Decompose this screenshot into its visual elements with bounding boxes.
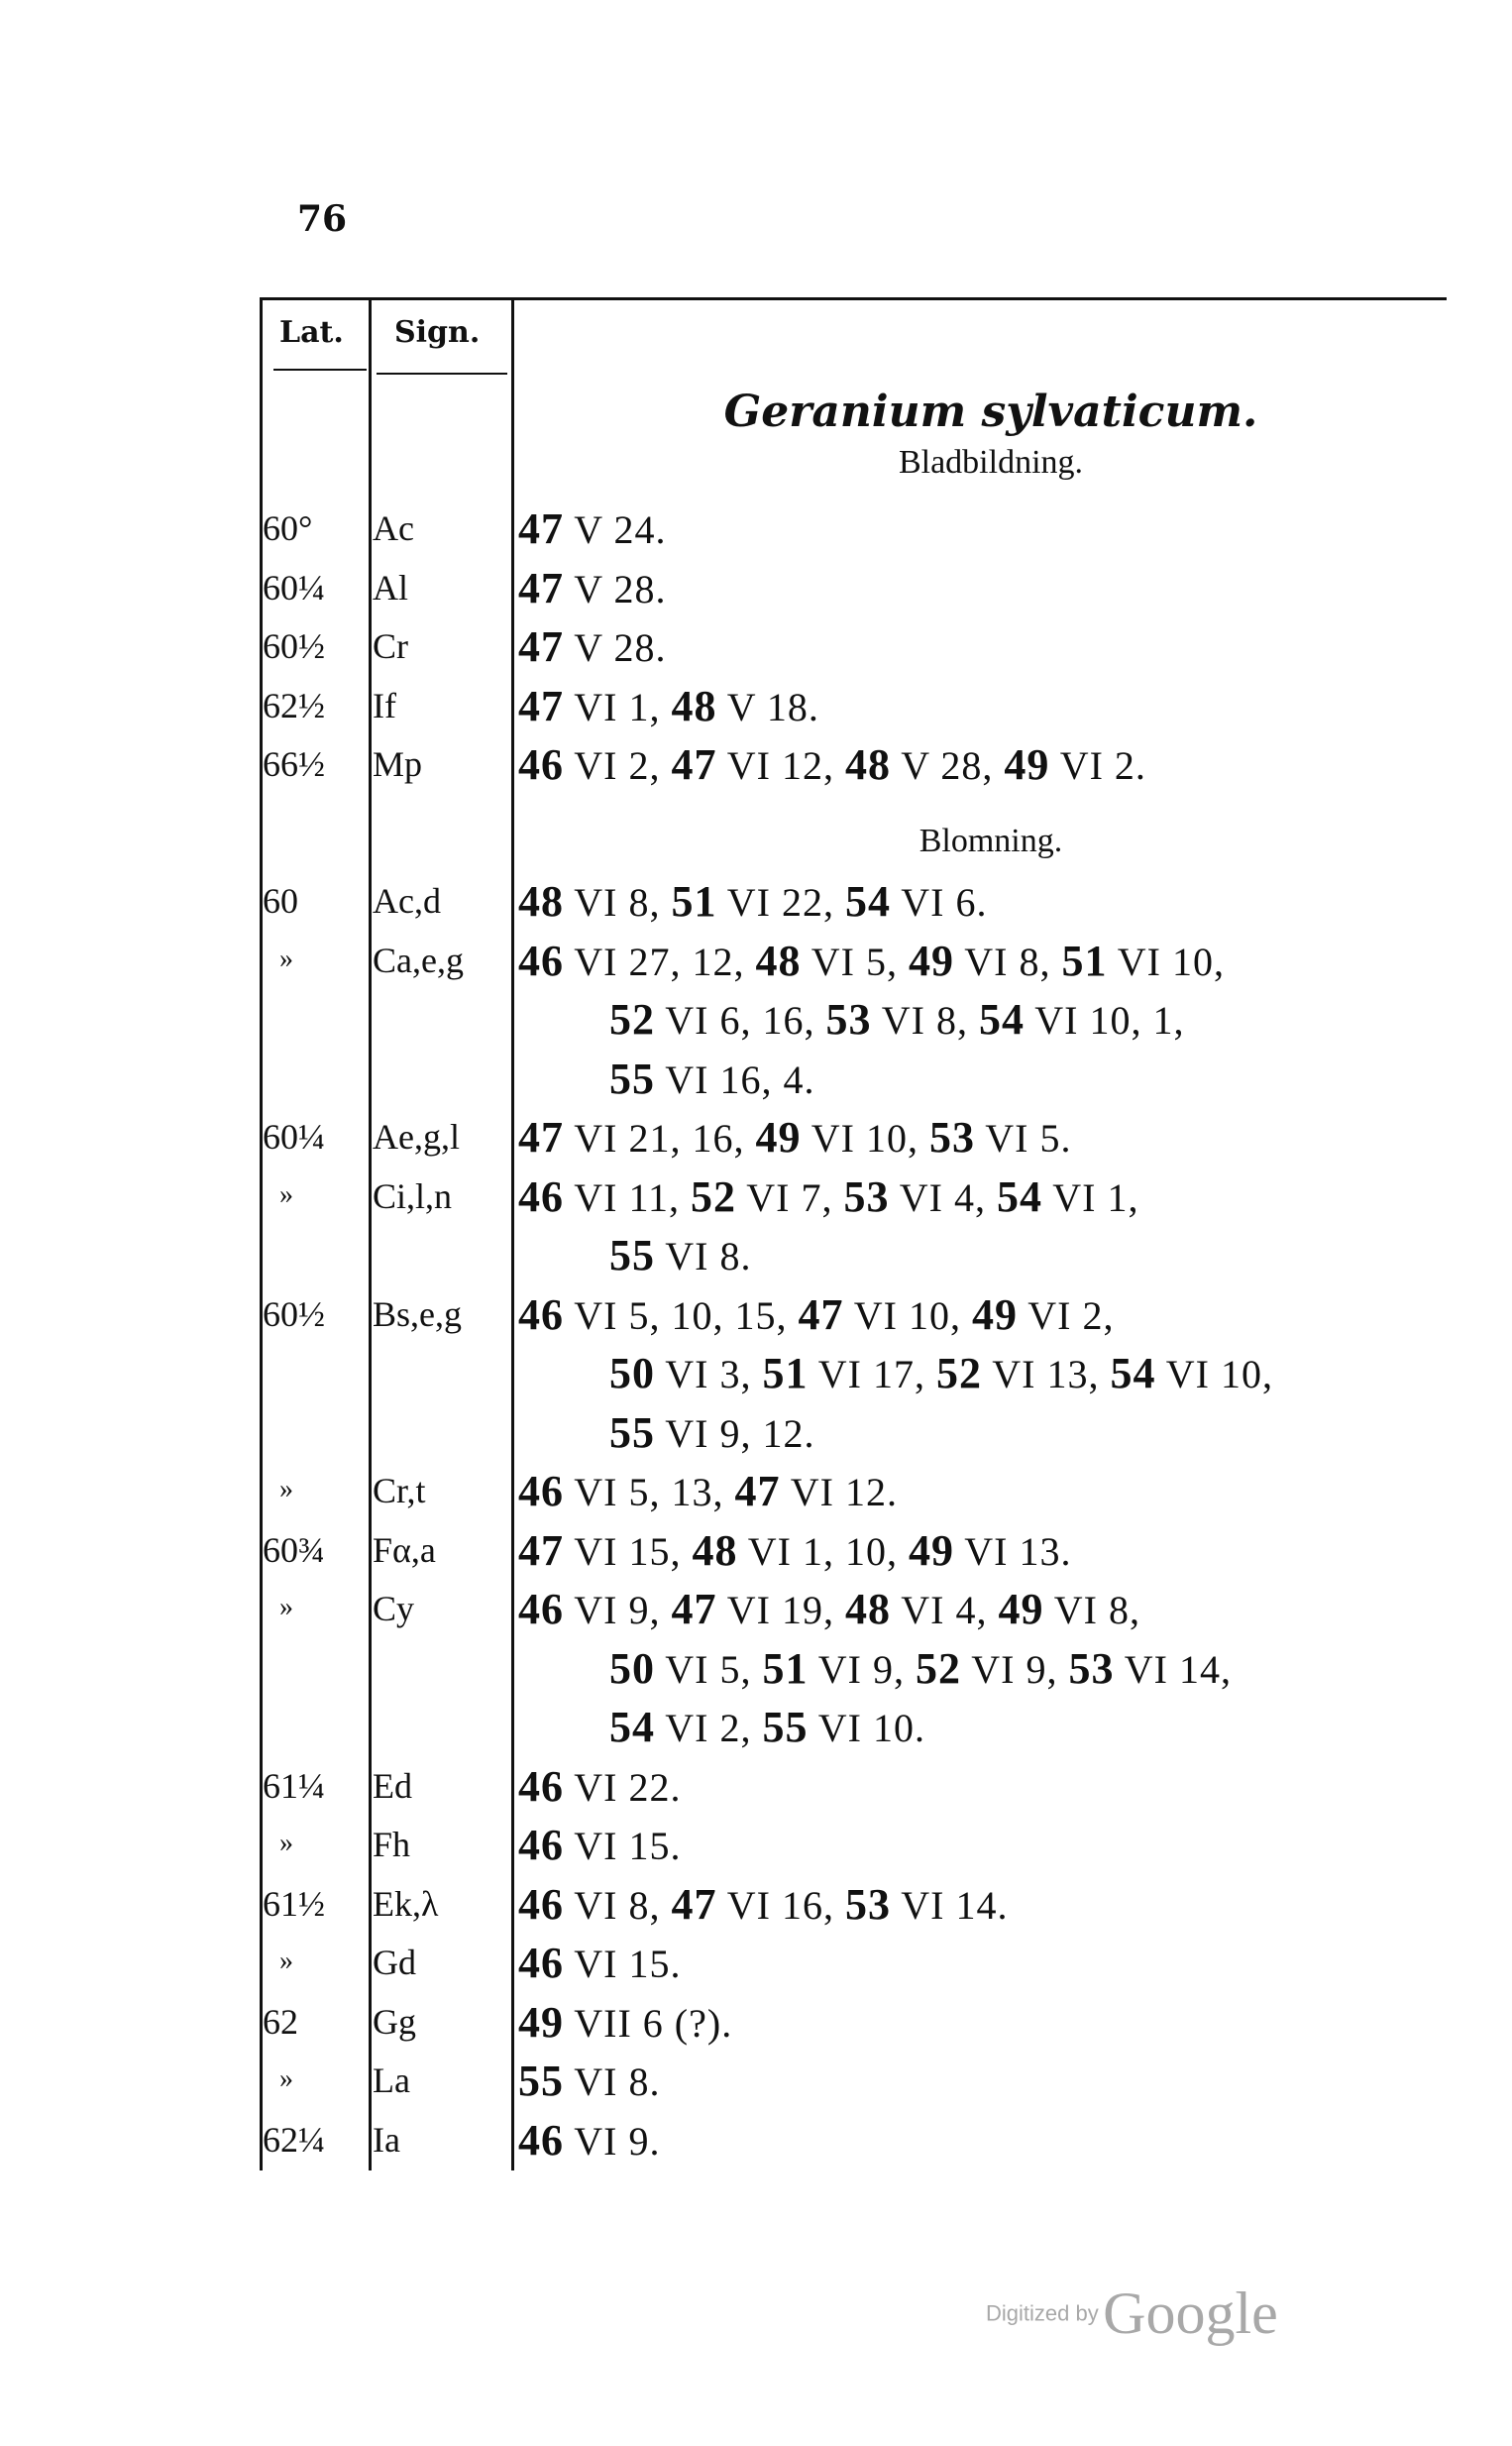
year-number: 46 bbox=[518, 1939, 564, 1987]
sign-cell: Ca,e,g bbox=[373, 940, 464, 980]
year-number: 46 bbox=[518, 1879, 564, 1929]
sign-cell: Cr bbox=[373, 626, 408, 666]
lat-cell: 61½ bbox=[263, 1883, 325, 1924]
observation-text: 52 VI 6, 16, 53 VI 8, 54 VI 10, 1, bbox=[609, 995, 1185, 1044]
observation-line bbox=[518, 1289, 1464, 1340]
year-number: 46 bbox=[518, 2115, 564, 2165]
year-number: 50 bbox=[609, 1643, 655, 1693]
observation-text: 47 VI 21, 16, 49 VI 10, 53 VI 5. bbox=[518, 1113, 1072, 1162]
year-number: 54 bbox=[996, 1171, 1042, 1221]
year-number: 47 bbox=[518, 681, 564, 730]
year-number: 46 bbox=[518, 1761, 564, 1811]
observation-line bbox=[518, 1171, 1464, 1222]
year-number: 47 bbox=[798, 1289, 844, 1339]
year-number: 47 bbox=[518, 504, 564, 553]
sign-cell: Ci,l,n bbox=[373, 1175, 453, 1216]
year-number: 53 bbox=[1068, 1643, 1115, 1693]
column-header-lat: Lat. bbox=[279, 315, 344, 350]
year-number: 55 bbox=[609, 1054, 655, 1103]
observation-line bbox=[518, 563, 1464, 613]
year-number: 54 bbox=[609, 1703, 655, 1751]
sign-cell: Ed bbox=[373, 1765, 412, 1806]
year-number: 48 bbox=[518, 877, 564, 926]
year-number: 47 bbox=[671, 740, 717, 789]
section-title: Bladbildning. bbox=[898, 444, 1084, 481]
observation-line bbox=[518, 621, 1464, 672]
observation-line bbox=[518, 1938, 1464, 1988]
year-number: 48 bbox=[844, 1585, 891, 1633]
year-number: 48 bbox=[692, 1525, 738, 1575]
lat-cell: 60¼ bbox=[263, 1117, 325, 1157]
year-number: 49 bbox=[971, 1289, 1018, 1339]
sign-cell: Mp bbox=[373, 744, 423, 784]
observation-text: 50 VI 3, 51 VI 17, 52 VI 13, 54 VI 10, bbox=[609, 1349, 1273, 1397]
year-number: 51 bbox=[762, 1643, 809, 1693]
lat-cell: 66½ bbox=[263, 744, 325, 784]
sign-cell: Ac bbox=[373, 508, 414, 548]
year-number: 55 bbox=[609, 1407, 655, 1457]
lat-cell: » bbox=[279, 1474, 293, 1504]
year-number: 46 bbox=[518, 740, 564, 789]
year-number: 47 bbox=[671, 1879, 717, 1929]
observation-text: 54 VI 2, 55 VI 10. bbox=[609, 1703, 925, 1751]
year-number: 46 bbox=[518, 1289, 564, 1339]
lat-cell: 62½ bbox=[263, 685, 325, 725]
year-number: 46 bbox=[518, 1171, 564, 1221]
observation-text: 55 VI 8. bbox=[518, 2057, 661, 2105]
year-number: 47 bbox=[518, 1525, 564, 1575]
observation-text: 47 V 24. bbox=[518, 504, 667, 553]
lat-cell: » bbox=[279, 1946, 293, 1976]
year-number: 49 bbox=[998, 1585, 1044, 1633]
year-number: 47 bbox=[734, 1467, 781, 1515]
lat-cell: 60¾ bbox=[263, 1529, 325, 1570]
sign-cell: Gg bbox=[373, 2001, 416, 2042]
year-number: 53 bbox=[843, 1171, 890, 1221]
observation-line bbox=[518, 739, 1464, 790]
lat-cell: » bbox=[279, 943, 293, 974]
lat-cell: 62¼ bbox=[263, 2119, 325, 2160]
observation-text: 46 VI 11, 52 VI 7, 53 VI 4, 54 VI 1, bbox=[518, 1171, 1139, 1221]
observation-line bbox=[518, 1761, 1464, 1812]
year-number: 49 bbox=[518, 1997, 564, 2047]
sign-cell: Ac,d bbox=[373, 881, 441, 921]
observation-text: 46 VI 8, 47 VI 16, 53 VI 14. bbox=[518, 1879, 1009, 1929]
observation-line bbox=[518, 1466, 1464, 1516]
observation-text: 46 VI 9. bbox=[518, 2115, 661, 2165]
sign-cell: If bbox=[373, 685, 396, 725]
year-number: 54 bbox=[844, 877, 891, 926]
observation-line bbox=[518, 2115, 1464, 2166]
year-number: 46 bbox=[518, 1821, 564, 1869]
species-title: Geranium sylvaticum. bbox=[723, 387, 1258, 437]
sign-cell: Fα,a bbox=[373, 1529, 436, 1570]
observation-text: 46 VI 15. bbox=[518, 1821, 682, 1869]
lat-cell: 60½ bbox=[263, 1293, 325, 1334]
year-number: 47 bbox=[518, 563, 564, 612]
lat-cell: » bbox=[279, 1178, 293, 1210]
observation-text: 46 VI 5, 10, 15, 47 VI 10, 49 VI 2, bbox=[518, 1289, 1115, 1339]
page-number: 76 bbox=[297, 198, 348, 240]
year-number: 48 bbox=[844, 740, 891, 789]
observation-text: 46 VI 2, 47 VI 12, 48 V 28, 49 VI 2. bbox=[518, 740, 1146, 789]
observation-text: 46 VI 27, 12, 48 VI 5, 49 VI 8, 51 VI 10, bbox=[518, 936, 1225, 985]
observation-text: 46 VI 15. bbox=[518, 1939, 682, 1987]
observation-line bbox=[518, 876, 1464, 927]
year-number: 53 bbox=[844, 1879, 891, 1929]
year-number: 48 bbox=[755, 936, 802, 985]
sign-cell: Ae,g,l bbox=[373, 1117, 460, 1157]
lat-cell: 62 bbox=[263, 2001, 298, 2042]
observation-line bbox=[518, 681, 1464, 731]
sign-column-divider bbox=[511, 297, 514, 2170]
year-number: 47 bbox=[518, 1113, 564, 1162]
year-number: 52 bbox=[915, 1643, 961, 1693]
observation-text: 55 VI 9, 12. bbox=[609, 1407, 815, 1457]
observation-text: 46 VI 9, 47 VI 19, 48 VI 4, 49 VI 8, bbox=[518, 1585, 1140, 1633]
lat-column-divider bbox=[369, 297, 372, 2170]
sign-cell: Al bbox=[373, 567, 408, 608]
sign-cell: Cy bbox=[373, 1589, 415, 1628]
lat-cell: 60½ bbox=[263, 626, 325, 666]
observation-text: 55 VI 8. bbox=[609, 1231, 752, 1279]
observation-line bbox=[518, 1879, 1464, 1930]
sign-cell: Ia bbox=[373, 2119, 400, 2160]
year-number: 53 bbox=[825, 995, 872, 1044]
year-number: 47 bbox=[671, 1585, 717, 1633]
lat-cell: » bbox=[279, 1828, 293, 1858]
year-number: 54 bbox=[1110, 1349, 1156, 1397]
year-number: 46 bbox=[518, 936, 564, 985]
lat-cell: » bbox=[279, 2063, 293, 2094]
lat-cell: » bbox=[279, 1592, 293, 1622]
year-number: 46 bbox=[518, 1467, 564, 1515]
year-number: 52 bbox=[609, 995, 655, 1044]
observation-text: 50 VI 5, 51 VI 9, 52 VI 9, 53 VI 14, bbox=[609, 1643, 1232, 1693]
year-number: 46 bbox=[518, 1585, 564, 1633]
year-number: 55 bbox=[518, 2057, 564, 2105]
lat-cell: 61¼ bbox=[263, 1765, 325, 1806]
sign-cell: Ek,λ bbox=[373, 1883, 439, 1924]
year-number: 52 bbox=[935, 1349, 982, 1397]
year-number: 53 bbox=[928, 1113, 975, 1162]
lat-cell: 60° bbox=[263, 508, 313, 548]
year-number: 49 bbox=[1004, 740, 1050, 789]
observation-text: 47 V 28. bbox=[518, 563, 667, 612]
observation-line bbox=[518, 1997, 1464, 2048]
observation-line bbox=[518, 1820, 1464, 1870]
observation-line bbox=[518, 503, 1464, 554]
observation-line bbox=[518, 2056, 1464, 2106]
observation-line bbox=[518, 936, 1464, 986]
year-number: 50 bbox=[609, 1349, 655, 1397]
year-number: 54 bbox=[978, 995, 1025, 1044]
year-number: 47 bbox=[518, 622, 564, 671]
observation-text: 47 VI 15, 48 VI 1, 10, 49 VI 13. bbox=[518, 1525, 1072, 1575]
sign-cell: Gd bbox=[373, 1943, 416, 1982]
section-title: Blomning. bbox=[918, 823, 1063, 859]
lat-cell: 60¼ bbox=[263, 567, 325, 608]
table-top-rule bbox=[260, 297, 1447, 300]
sign-cell: La bbox=[373, 2060, 410, 2100]
lat-header-rule bbox=[273, 369, 367, 371]
observation-line bbox=[518, 1525, 1464, 1576]
observation-line bbox=[518, 1112, 1464, 1163]
column-header-sign: Sign. bbox=[394, 315, 481, 350]
sign-header-rule bbox=[377, 373, 507, 375]
year-number: 51 bbox=[671, 877, 717, 926]
year-number: 48 bbox=[671, 681, 717, 730]
observation-line bbox=[518, 1584, 1464, 1634]
year-number: 55 bbox=[762, 1703, 809, 1751]
year-number: 49 bbox=[908, 1525, 954, 1575]
watermark-brand: Google bbox=[1103, 2280, 1278, 2346]
sign-cell: Fh bbox=[373, 1825, 411, 1864]
observation-text: 46 VI 5, 13, 47 VI 12. bbox=[518, 1467, 898, 1515]
year-number: 51 bbox=[1061, 936, 1108, 985]
year-number: 49 bbox=[908, 936, 954, 985]
year-number: 51 bbox=[762, 1349, 809, 1397]
observation-text: 55 VI 16, 4. bbox=[609, 1054, 815, 1103]
watermark-prefix: Digitized by bbox=[986, 2300, 1099, 2326]
lat-cell: 60 bbox=[263, 881, 298, 921]
year-number: 55 bbox=[609, 1231, 655, 1279]
year-number: 49 bbox=[755, 1113, 802, 1162]
digitized-watermark bbox=[986, 2279, 1278, 2348]
sign-cell: Bs,e,g bbox=[373, 1293, 462, 1334]
sign-cell: Cr,t bbox=[373, 1471, 426, 1510]
observation-text: 47 VI 1, 48 V 18. bbox=[518, 681, 819, 730]
observation-text: 49 VII 6 (?). bbox=[518, 1997, 733, 2047]
observation-text: 46 VI 22. bbox=[518, 1761, 682, 1811]
observation-text: 48 VI 8, 51 VI 22, 54 VI 6. bbox=[518, 877, 988, 926]
observation-text: 47 V 28. bbox=[518, 622, 667, 671]
year-number: 52 bbox=[691, 1171, 736, 1221]
